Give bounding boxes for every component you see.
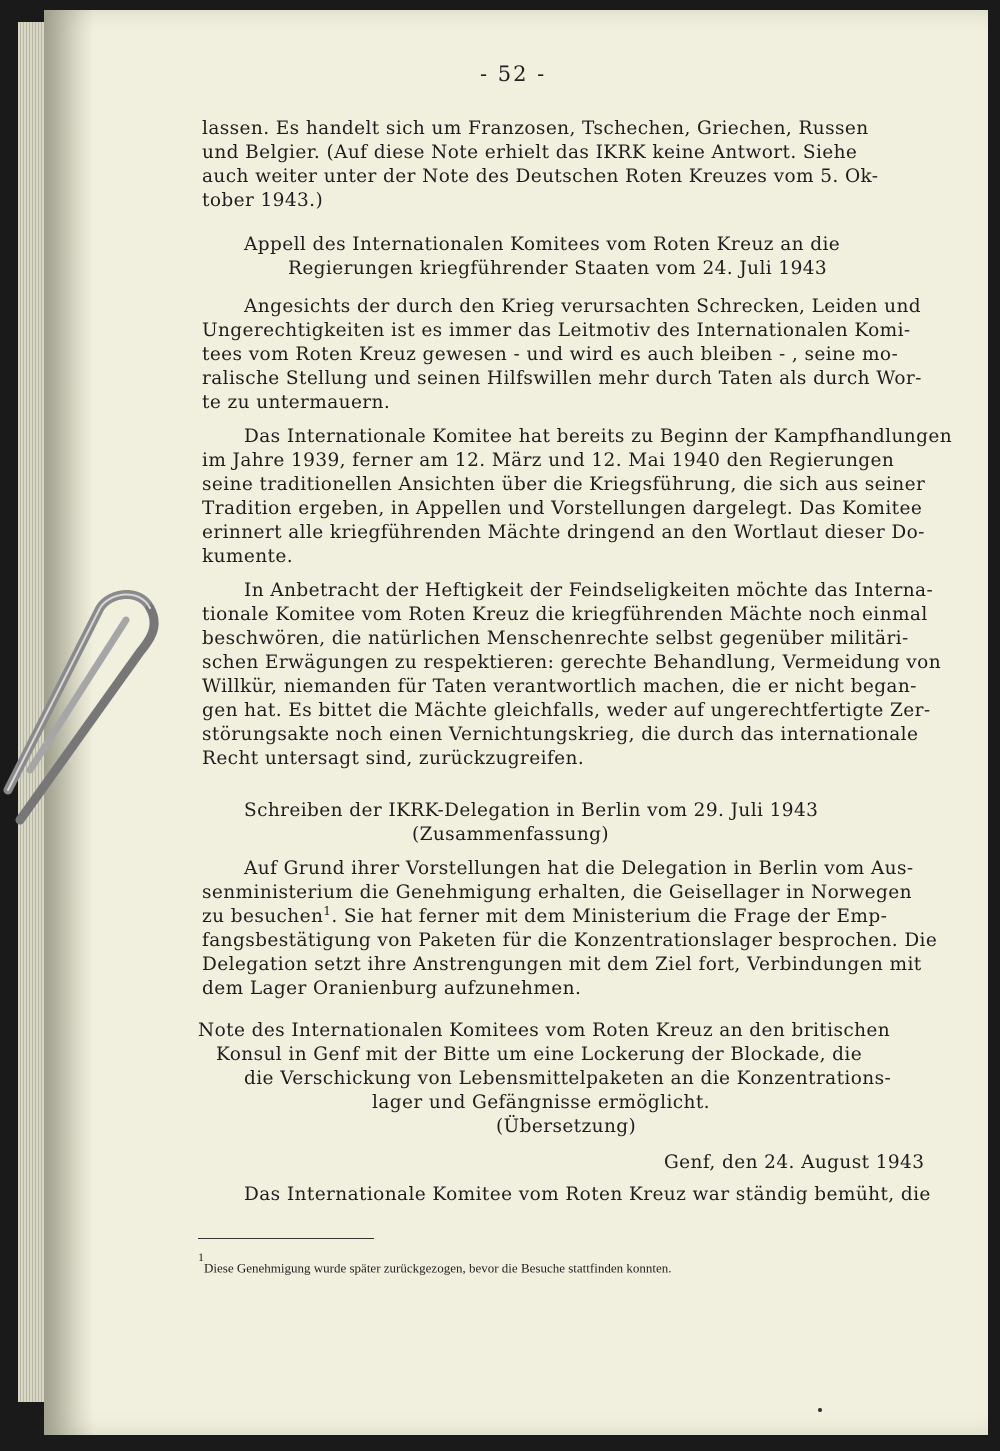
text-line: dem Lager Oranienburg aufzunehmen. [202,978,582,999]
text-line: fangsbestätigung von Paketen für die Konzentrationslager besprochen. Die [202,930,938,951]
paper-speck [818,1408,822,1412]
text-line: erinnert alle kriegführenden Mächte dringend an den Wortlaut dieser Do- [202,522,925,543]
text-line: senministerium die Genehmigung erhalten, die Geisellager in Norwegen [202,882,912,903]
document-page [44,10,988,1435]
section-heading: Note des Internationalen Komitees vom Roten Kreuz an den britischen [198,1020,891,1041]
text-line: tionale Komitee vom Roten Kreuz die kriegführenden Mächte noch einmal [202,604,928,625]
paper-clip-icon [0,590,160,830]
section-heading: Konsul in Genf mit der Bitte um eine Lockerung der Blockade, die [216,1044,863,1065]
date-line: Genf, den 24. August 1943 [664,1152,925,1173]
text-line: auch weiter unter der Note des Deutschen Roten Kreuzes vom 5. Ok- [202,166,879,187]
footnote-text: Diese Genehmigung wurde später zurückgezogen, bevor die Besuche stattfinden konnten. [204,1260,672,1276]
text-fragment: . Sie hat ferner mit dem Ministerium die Frage der Emp- [331,906,888,927]
text-line: Das Internationale Komitee vom Roten Kreuz war ständig bemüht, die [244,1184,931,1205]
text-line: schen Erwägungen zu respektieren: gerechte Behandlung, Vermeidung von [202,652,942,673]
text-line: Willkür, niemanden für Taten verantwortlich machen, die er nicht began- [202,676,917,697]
text-line: tees vom Roten Kreuz gewesen - und wird es auch bleiben - , seine mo- [202,344,899,365]
footnote-reference: 1 [323,904,332,918]
footnote-mark: 1 [198,1250,204,1264]
text-line: beschwören, die natürlichen Menschenrechte selbst gegenüber militäri- [202,628,909,649]
section-heading: Regierungen kriegführender Staaten vom 24. Juli 1943 [288,258,828,279]
section-heading: die Verschickung von Lebensmittelpaketen an die Konzentrations- [244,1068,892,1089]
text-line: te zu untermauern. [202,392,391,413]
text-line: seine traditionellen Ansichten über die Kriegsführung, die sich aus seiner [202,474,926,495]
text-line: störungsakte noch einen Vernichtungskrieg, die durch das internationale [202,724,919,745]
text-line: Recht untersagt sind, zurückzugreifen. [202,748,585,769]
text-line: und Belgier. (Auf diese Note erhielt das IKRK keine Antwort. Siehe [202,142,858,163]
text-line: kumente. [202,546,293,567]
text-line: Ungerechtigkeiten ist es immer das Leitmotiv des Internationalen Komi- [202,320,911,341]
section-heading: (Zusammenfassung) [412,824,610,845]
footnote-divider [198,1238,374,1239]
section-heading: (Übersetzung) [496,1116,637,1137]
text-line: Auf Grund ihrer Vorstellungen hat die Delegation in Berlin vom Aus- [244,858,914,879]
text-line: lassen. Es handelt sich um Franzosen, Tschechen, Griechen, Russen [202,118,869,139]
section-heading: Appell des Internationalen Komitees vom Roten Kreuz an die [244,234,841,255]
text-line: In Anbetracht der Heftigkeit der Feindseligkeiten möchte das Interna- [244,580,934,601]
footnote [198,1250,672,1276]
text-fragment: zu besuchen [202,906,324,927]
page-number: - 52 - [480,62,547,86]
text-line: Angesichts der durch den Krieg verursachten Schrecken, Leiden und [244,296,921,317]
text-line: Delegation setzt ihre Anstrengungen mit dem Ziel fort, Verbindungen mit [202,954,922,975]
text-line [202,906,887,927]
text-line: im Jahre 1939, ferner am 12. März und 12. Mai 1940 den Regierungen [202,450,895,471]
text-line: ralische Stellung und seinen Hilfswillen mehr durch Taten als durch Wor- [202,368,922,389]
text-line: tober 1943.) [202,190,324,211]
text-line: Das Internationale Komitee hat bereits zu Beginn der Kampfhandlungen [244,426,953,447]
text-line: gen hat. Es bittet die Mächte gleichfalls, weder auf ungerechtfertigte Zer- [202,700,931,721]
text-line: Tradition ergeben, in Appellen und Vorstellungen dargelegt. Das Komitee [202,498,923,519]
section-heading: lager und Gefängnisse ermöglicht. [372,1092,710,1113]
section-heading: Schreiben der IKRK-Delegation in Berlin vom 29. Juli 1943 [244,800,819,821]
